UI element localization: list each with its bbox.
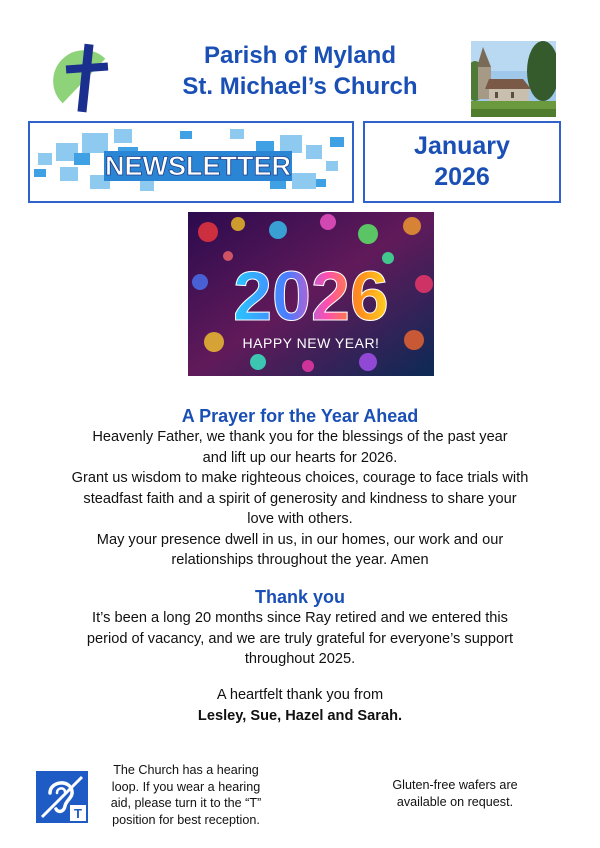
issue-date-box	[363, 121, 561, 203]
newsletter-banner-box	[28, 121, 354, 203]
prayer-line: May your presence dwell in us, in our homes, our work and our	[96, 531, 504, 548]
page-title	[130, 40, 470, 102]
prayer-heading: A Prayer for the Year Ahead	[181, 406, 419, 426]
signoff-names: Lesley, Sue, Hazel and Sarah.	[197, 707, 403, 724]
hearing-line: loop. If you wear a hearing	[111, 779, 261, 794]
hearing-line: The Church has a hearing	[113, 763, 259, 777]
issue-month: January	[414, 132, 510, 160]
thank-you-heading: Thank you	[254, 587, 345, 607]
issue-year: 2026	[434, 163, 490, 191]
church-name: St. Michael’s Church	[182, 73, 418, 100]
prayer-section	[40, 405, 560, 571]
prayer-line: Grant us wisdom to make righteous choices, courage to face trials with	[71, 470, 529, 486]
gluten-free-notice	[370, 777, 540, 810]
newsletter-logo-text: NEWSLETTER	[105, 151, 291, 181]
prayer-line: steadfast faith and a spirit of generosity and kindness to share your	[83, 490, 517, 507]
prayer-line: love with others.	[247, 511, 353, 527]
signoff-text: A heartfelt thank you from	[216, 687, 384, 703]
prayer-line: and lift up our hearts for 2026.	[202, 449, 398, 466]
prayer-line: relationships throughout the year. Amen	[171, 552, 429, 568]
banner-greeting: HAPPY NEW YEAR!	[242, 335, 380, 351]
thank-you-line: It’s been a long 20 months since Ray retired and we entered this	[92, 610, 508, 626]
newsletter-logo	[30, 123, 352, 201]
hearing-loop-icon	[36, 771, 88, 823]
gluten-line: available on request.	[396, 794, 514, 809]
hearing-line: position for best reception.	[112, 812, 260, 827]
thank-you-section	[40, 586, 560, 670]
gluten-line: Gluten-free wafers are	[392, 778, 518, 792]
parish-name: Parish of Myland	[203, 42, 397, 69]
hearing-line: aid, please turn it to the “T”	[110, 796, 262, 810]
thank-you-line: throughout 2025.	[244, 651, 356, 667]
cross-logo-icon	[44, 42, 116, 114]
prayer-line: Heavenly Father, we thank you for the blessings of the past year	[92, 429, 508, 445]
hearing-icon-letter: T	[74, 806, 82, 821]
thank-you-line: period of vacancy, and we are truly grateful for everyone’s support	[86, 630, 514, 647]
hearing-loop-notice	[96, 762, 276, 828]
banner-year: 2026	[233, 257, 389, 335]
happy-new-year-image	[188, 212, 434, 376]
church-photo	[471, 41, 556, 117]
signoff	[40, 685, 560, 726]
